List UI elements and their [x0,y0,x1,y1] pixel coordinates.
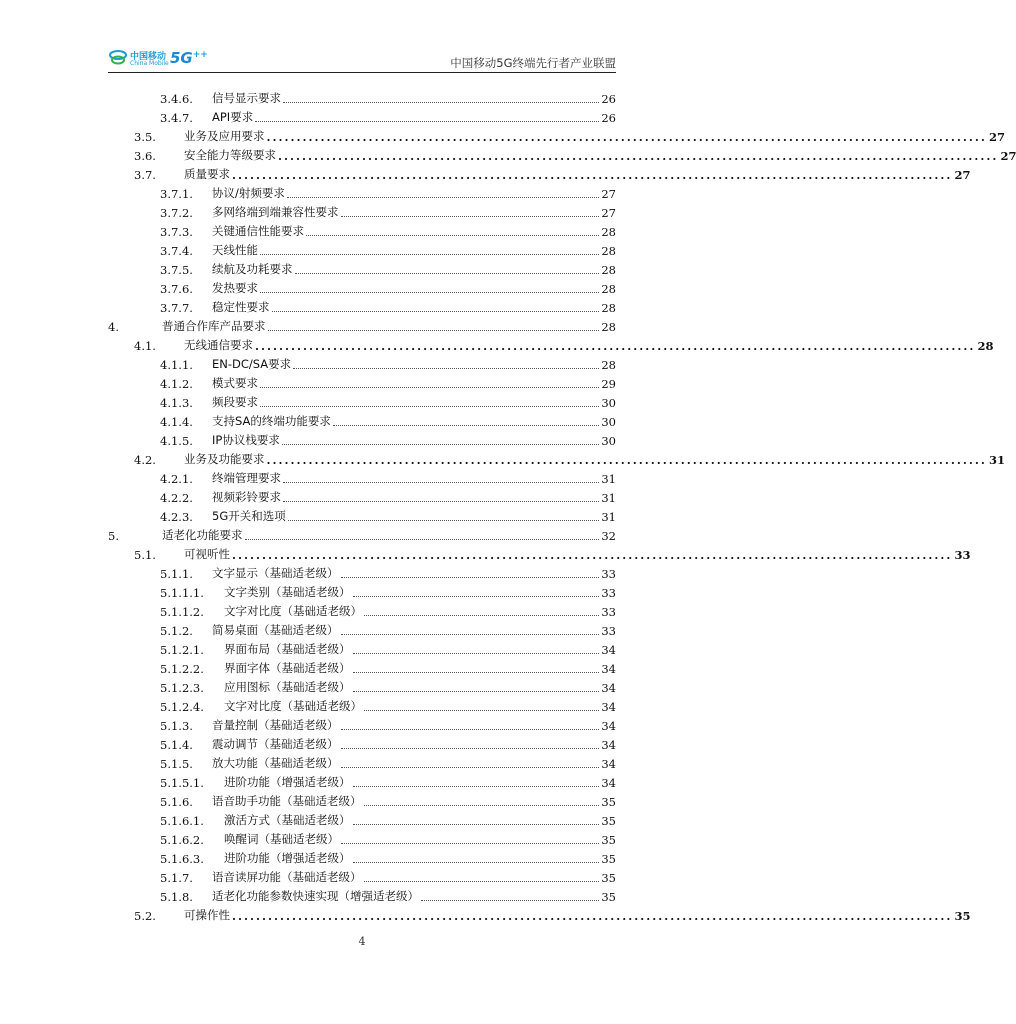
toc-entry-title: 适老化功能参数快速实现（增强适老级） [212,889,419,903]
toc-entry-page: 35 [601,795,616,809]
toc-entry-title: 语音读屏功能（基础适老级） [212,870,362,884]
toc-entry[interactable] [108,771,616,790]
toc-entry-leader [353,854,600,863]
toc-entry-title: IP协议栈要求 [212,433,280,447]
toc-entry-page: 35 [601,852,616,866]
toc-entry[interactable] [108,239,616,258]
toc-entry[interactable] [108,638,616,657]
toc-entry-number: 3.7.4. [160,244,193,258]
toc-entry-number: 5.1.1. [160,567,193,581]
toc-entry-number: 3.7.1. [160,187,193,201]
toc-entry[interactable] [108,619,616,638]
toc-entry[interactable] [108,505,616,524]
toc-entry-leader [364,702,599,711]
toc-entry-title: 激活方式（基础适老级） [224,813,351,827]
toc-entry-page: 31 [601,491,616,505]
toc-entry[interactable] [108,144,1016,163]
page-header [0,0,724,80]
toc-entry-title: 续航及功耗要求 [212,262,293,276]
toc-entry-leader [341,208,600,217]
toc-entry-number: 4.2.1. [160,472,193,486]
toc-entry-leader: ........................................................................................................................ [266,453,987,467]
toc-entry-title: 进阶功能（增强适老级） [224,851,351,865]
toc-entry[interactable] [108,353,616,372]
toc-entry-number: 5.1.1.2. [160,605,204,619]
toc-entry-title: 模式要求 [212,376,258,390]
toc-entry-page: 34 [601,738,616,752]
toc-entry[interactable] [108,752,616,771]
toc-entry-number: 3.5. [134,130,156,144]
toc-entry-title: 协议/射频要求 [212,186,285,200]
toc-entry[interactable] [108,600,616,619]
toc-entry-page: 30 [601,434,616,448]
toc-entry-number: 5.1.2.3. [160,681,204,695]
toc-entry-page: 34 [601,643,616,657]
toc-entry-page: 27 [1000,149,1016,163]
toc-entry-number: 5.1.6.1. [160,814,204,828]
toc-entry-page: 27 [988,130,1005,144]
toc-entry[interactable] [108,543,971,562]
toc-entry-leader [260,398,599,407]
toc-entry-leader [245,531,600,540]
toc-entry-title: 无线通信要求 [184,338,253,352]
toc-entry[interactable] [108,695,616,714]
toc-entry[interactable] [108,847,616,866]
toc-entry-page: 31 [601,472,616,486]
toc-entry-title: 文字显示（基础适老级） [212,566,339,580]
toc-entry[interactable] [108,904,971,923]
toc-entry[interactable] [108,296,616,315]
toc-entry-leader: ........................................................................................................................ [232,168,953,182]
toc-entry-number: 3.6. [134,149,156,163]
toc-entry-leader [260,379,599,388]
toc-entry-leader [306,227,599,236]
toc-entry-number: 4.1. [134,339,156,353]
toc-entry-leader [293,360,599,369]
toc-entry-title: 稳定性要求 [212,300,270,314]
toc-entry[interactable] [108,258,616,277]
toc-entry-page: 28 [601,320,616,334]
toc-entry-title: 5G开关和选项 [212,509,286,523]
toc-entry[interactable] [108,809,616,828]
toc-entry-page: 26 [601,111,616,125]
toc-entry-title: 界面布局（基础适老级） [224,642,351,656]
toc-entry-title: 可视听性 [184,547,230,561]
toc-entry[interactable] [108,106,616,125]
toc-entry[interactable] [108,220,616,239]
toc-entry-title: 业务及应用要求 [184,129,265,143]
toc-entry-page: 35 [954,909,971,923]
toc-entry-page: 32 [601,529,616,543]
toc-entry-leader [341,835,599,844]
toc-entry-leader [341,740,600,749]
toc-entry-number: 5.1.2.2. [160,662,204,676]
toc-entry-leader: ........................................................................................................................ [255,339,976,353]
toc-entry-number: 3.7.2. [160,206,193,220]
toc-entry-number: 3.7.3. [160,225,193,239]
toc-entry-leader [353,683,600,692]
toc-entry[interactable] [108,87,616,106]
toc-entry-leader [283,493,599,502]
toc-entry-leader [260,246,599,255]
toc-entry-title: 文字对比度（基础适老级） [224,604,362,618]
toc-entry-page: 33 [601,624,616,638]
toc-entry-number: 5.1.3. [160,719,193,733]
toc-entry-leader: ........................................................................................................................ [266,130,987,144]
toc-entry-leader [288,512,600,521]
toc-entry-leader [272,303,600,312]
toc-entry-leader [282,436,600,445]
toc-entry-page: 28 [601,263,616,277]
toc-entry-title: 放大功能（基础适老级） [212,756,339,770]
toc-entry-page: 26 [601,92,616,106]
toc-entry-title: 语音助手功能（基础适老级） [212,794,362,808]
toc-entry-page: 29 [601,377,616,391]
toc-entry[interactable] [108,163,971,182]
toc-entry-number: 5.2. [134,909,156,923]
toc-entry-leader [341,569,600,578]
toc-entry-page: 28 [601,225,616,239]
toc-entry-page: 31 [988,453,1005,467]
toc-entry-title: 终端管理要求 [212,471,281,485]
toc-entry[interactable] [108,733,616,752]
toc-entry[interactable] [108,866,616,885]
toc-entry-number: 5.1.2.1. [160,643,204,657]
toc-entry-leader: ........................................................................................................................ [232,909,953,923]
toc-entry-leader [353,645,600,654]
toc-entry-title: 天线性能 [212,243,258,257]
toc-entry-leader [364,797,600,806]
toc-entry-leader [353,588,600,597]
toc-entry[interactable] [108,201,616,220]
toc-entry[interactable] [108,125,1005,144]
toc-entry-leader [283,94,599,103]
toc-entry-page: 27 [601,187,616,201]
toc-entry-title: 进阶功能（增强适老级） [224,775,351,789]
toc-entry-number: 5.1.6.2. [160,833,204,847]
toc-entry-number: 3.7.5. [160,263,193,277]
toc-entry-number: 3.7. [134,168,156,182]
toc-entry-number: 5.1.1.1. [160,586,204,600]
toc-entry-title: 可操作性 [184,908,230,922]
toc-entry-number: 4.1.1. [160,358,193,372]
toc-entry-title: 唤醒词（基础适老级） [224,832,339,846]
china-mobile-5g-logo [108,48,228,72]
toc-entry-page: 30 [601,415,616,429]
toc-entry[interactable] [108,315,616,334]
toc-entry-number: 5.1.4. [160,738,193,752]
toc-entry-page: 31 [601,510,616,524]
toc-entry-title: 应用图标（基础适老级） [224,680,351,694]
toc-entry-title: 文字类别（基础适老级） [224,585,351,599]
toc-entry[interactable] [108,581,616,600]
page-number: 4 [358,935,366,948]
toc-entry[interactable] [108,182,616,201]
toc-entry-page: 33 [601,586,616,600]
toc-entry-leader [283,474,599,483]
toc-entry-title: 质量要求 [184,167,230,181]
toc-entry-page: 35 [601,871,616,885]
toc-entry-page: 35 [601,890,616,904]
toc-entry-number: 3.7.7. [160,301,193,315]
toc-entry-title: 音量控制（基础适老级） [212,718,339,732]
toc-entry[interactable] [108,429,616,448]
toc-entry-number: 5.1.7. [160,871,193,885]
toc-entry-title: 业务及功能要求 [184,452,265,466]
toc-entry-title: API要求 [212,110,254,124]
toc-entry-page: 34 [601,719,616,733]
toc-entry-page: 28 [601,282,616,296]
toc-entry[interactable] [108,277,616,296]
toc-entry-page: 33 [954,548,971,562]
toc-entry-leader [287,189,599,198]
toc-entry[interactable] [108,486,616,505]
toc-entry-title: 文字对比度（基础适老级） [224,699,362,713]
header-title: 中国移动5G终端先行者产业联盟 [450,56,616,70]
toc-entry[interactable] [108,391,616,410]
toc-entry-number: 5.1.2.4. [160,700,204,714]
toc-entry-page: 28 [601,301,616,315]
toc-entry-title: 支持SA的终端功能要求 [212,414,331,428]
toc-entry[interactable] [108,790,616,809]
toc-entry-number: 4.2.2. [160,491,193,505]
toc-entry-title: 多网络端到端兼容性要求 [212,205,339,219]
toc-entry-leader [353,816,600,825]
toc-entry-number: 5.1. [134,548,156,562]
toc-entry[interactable] [108,828,616,847]
header-divider [108,72,616,73]
logo-text-cn: 中国移动 [130,52,167,62]
china-mobile-logo-icon [108,48,128,68]
toc-entry[interactable] [108,524,616,543]
toc-entry[interactable] [108,885,616,904]
toc-entry-title: 界面字体（基础适老级） [224,661,351,675]
toc-entry[interactable] [108,372,616,391]
toc-entry-number: 5. [108,529,119,543]
toc-entry[interactable] [108,467,616,486]
toc-entry-page: 34 [601,757,616,771]
toc-entry-page: 30 [601,396,616,410]
toc-entry-title: 关键通信性能要求 [212,224,304,238]
toc-entry-page: 33 [601,605,616,619]
toc-entry-leader [333,417,599,426]
toc-entry-number: 4.1.5. [160,434,193,448]
toc-entry-page: 27 [601,206,616,220]
toc-entry-title: 安全能力等级要求 [184,148,276,162]
toc-entry-title: 简易桌面（基础适老级） [212,623,339,637]
toc-entry-number: 4.1.3. [160,396,193,410]
toc-entry-number: 5.1.5. [160,757,193,771]
toc-entry[interactable] [108,334,994,353]
toc-entry-page: 28 [601,244,616,258]
toc-entry-leader [353,664,600,673]
toc-entry[interactable] [108,562,616,581]
logo-text-en: China Mobile [130,60,169,67]
toc-entry-number: 5.1.6.3. [160,852,204,866]
toc-entry[interactable] [108,657,616,676]
toc-entry-page: 34 [601,776,616,790]
toc-entry-leader [364,873,600,882]
toc-entry-number: 4.2.3. [160,510,193,524]
toc-entry-leader: ........................................................................................................................ [278,149,999,163]
logo-5g-text: 5G [170,49,193,67]
toc-entry[interactable] [108,410,616,429]
toc-entry-title: 震动调节（基础适老级） [212,737,339,751]
toc-entry-title: 发热要求 [212,281,258,295]
toc-entry-number: 5.1.2. [160,624,193,638]
toc-entry-leader [341,626,600,635]
toc-entry-page: 28 [977,339,994,353]
toc-entry-page: 27 [954,168,971,182]
toc-entry-title: EN-DC/SA要求 [212,357,292,371]
toc-entry-title: 适老化功能要求 [162,528,243,542]
toc-entry-leader [268,322,600,331]
toc-entry-page: 35 [601,814,616,828]
toc-entry-page: 28 [601,358,616,372]
toc-entry[interactable] [108,676,616,695]
toc-entry-number: 4.1.4. [160,415,193,429]
toc-entry-page: 34 [601,681,616,695]
toc-entry-page: 34 [601,700,616,714]
toc-entry-page: 35 [601,833,616,847]
toc-entry-title: 视频彩铃要求 [212,490,281,504]
toc-entry-number: 3.4.7. [160,111,193,125]
toc-entry-leader: ........................................................................................................................ [232,548,953,562]
toc-entry-page: 34 [601,662,616,676]
toc-entry-leader [295,265,600,274]
toc-entry[interactable] [108,714,616,733]
toc-entry-leader [421,892,599,901]
toc-entry-title: 频段要求 [212,395,258,409]
toc-entry-leader [364,607,599,616]
logo-5g [170,49,208,67]
toc-entry-page: 33 [601,567,616,581]
toc-entry-number: 3.4.6. [160,92,193,106]
toc-entry-number: 4.2. [134,453,156,467]
toc-entry-number: 4. [108,320,119,334]
toc-entry-number: 5.1.6. [160,795,193,809]
toc-entry-number: 4.1.2. [160,377,193,391]
logo-5g-plus: ++ [192,50,208,60]
toc-entry-number: 5.1.5.1. [160,776,204,790]
toc-entry-leader [255,113,599,122]
toc-entry-title: 信号显示要求 [212,91,281,105]
toc-entry-leader [260,284,599,293]
toc-entry-leader [353,778,600,787]
toc-entry-leader [341,759,600,768]
toc-entry-number: 5.1.8. [160,890,193,904]
toc-entry[interactable] [108,448,1005,467]
toc-entry-leader [341,721,600,730]
toc-entry-number: 3.7.6. [160,282,193,296]
toc-entry-title: 普通合作库产品要求 [162,319,266,333]
